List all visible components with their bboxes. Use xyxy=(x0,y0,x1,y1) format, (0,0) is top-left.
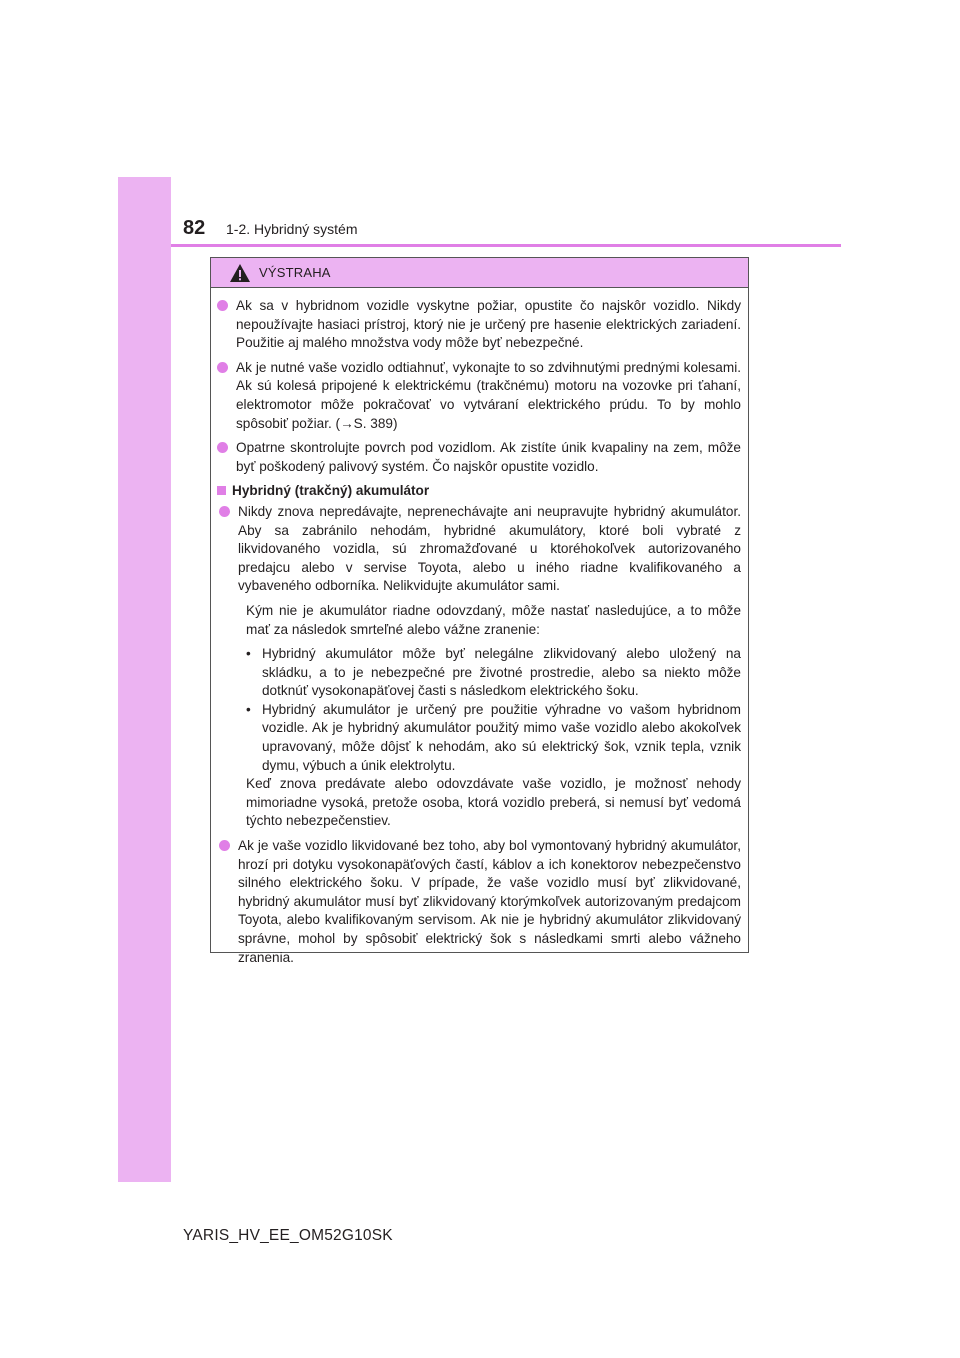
bullet-dot xyxy=(219,506,230,517)
bullet-mark: • xyxy=(246,701,251,717)
bullet-dot xyxy=(217,442,228,453)
detail-paragraph: Keď znova predávate alebo odovzdávate vaše vozidlo, je možnosť nehody mimoriadne vysoká, pretože osoba, ktorá vozidlo preberá, si nemusí byť vedomá týchto nebezpečenstiev. xyxy=(246,776,741,829)
warning-item-text: Ak sa v hybridnom vozidle vyskytne požiar, opustite čo najskôr vozidlo. Nikdy nepoužívajte hasiaci prístroj, ktorý nie je určený pre hasenie elektrických zariadení. Použitie aj malého množstva vody môže byť nebezpečné. xyxy=(236,298,741,351)
side-tab-band xyxy=(118,177,171,1182)
bullet-dot xyxy=(217,362,228,373)
subsection-title: Hybridný (trakčný) akumulátor xyxy=(232,483,430,499)
detail-bullet-text: Hybridný akumulátor môže byť nelegálne zlikvidovaný alebo uložený na skládku, a to je nebezpečné pre životné prostredie, alebo sa niekto môže dotknúť vysokonapäťovej časti s následkom elektrického šoku. xyxy=(262,646,741,699)
detail-paragraph: Kým nie je akumulátor riadne odovzdaný, môže nastať nasledujúce, a to môže mať za následok smrteľné alebo vážne zranenie: xyxy=(246,602,741,637)
warning-item-text: Opatrne skontrolujte povrch pod vozidlom. Ak zistíte únik kvapaliny na zem, môže byť poškodený palivový systém. Čo najskôr opustite vozidlo. xyxy=(236,440,741,474)
bullet-dot xyxy=(219,840,230,851)
warning-item xyxy=(217,439,741,476)
subsection-heading xyxy=(217,482,741,501)
footer-code: YARIS_HV_EE_OM52G10SK xyxy=(183,1227,393,1244)
bullet-square xyxy=(217,486,226,495)
warning-item-text: Nikdy znova nepredávajte, neprenechávajte ani neupravujte hybridný akumulátor. Aby sa zabránilo nehodám, hybridné akumulátory, ktoré boli vybraté z likvidovaného vozidla, sú zhromažďované u ktoréhokoľvek autorizovaného predajcu alebo v servise Toyota, alebo u iného riadne kvalifikovaného a vybaveného odborníka. Nelikvidujte akumulátor sami. xyxy=(238,503,741,594)
warning-item xyxy=(217,297,741,353)
warning-item xyxy=(219,837,741,967)
subsection-content xyxy=(217,503,741,967)
header-rule xyxy=(171,244,841,247)
warning-item xyxy=(219,503,741,596)
warning-item-text: Ak je nutné vaše vozidlo odtiahnuť, vykonajte to so zdvihnutými prednými kolesami. Ak sú kolesá pripojené k elektrickému (trakčnému) motoru na vozovke pri ťahaní, elektromotor môže pokračovať vo vytváraní elektrického prúdu. To by mohlo spôsobiť požiar. (→S. 389) xyxy=(236,359,741,431)
bullet-dot xyxy=(217,300,228,311)
warning-box xyxy=(210,257,749,965)
detail-bullet xyxy=(246,645,741,701)
detail-bullet xyxy=(246,701,741,775)
warning-triangle-icon xyxy=(229,263,251,283)
item-detail xyxy=(246,602,741,831)
warning-body xyxy=(211,288,748,967)
warning-title: VÝSTRAHA xyxy=(259,265,331,280)
warning-header xyxy=(211,258,748,288)
detail-bullet-text: Hybridný akumulátor je určený pre použitie výhradne vo vašom hybridnom vozidle. Ak je hybridný akumulátor použitý mimo vaše vozidlo alebo akokoľvek upravovaný, môže dôjsť k nehodám, ako sú elektrický šok, vznik tepla, vznik dymu, výbuch a únik elektrolytu. xyxy=(262,701,741,773)
warning-item xyxy=(217,359,741,433)
section-title: 1-2. Hybridný systém xyxy=(226,221,358,237)
warning-item-text: Ak je vaše vozidlo likvidované bez toho, aby bol vymontovaný hybridný akumulátor, hrozí pri dotyku vysokonapäťových častí, káblov a ich konektorov nebezpečenstvo silného elektrického šoku. V prípade, že vaše vozidlo musí byť zlikvidované, hybridný akumulátor musí byť zlikvidovaný ktorýmkoľvek autorizovaným predajcom Toyota, alebo kvalifikovaným servisom. Ak nie je hybridný akumulátor zlikvidovaný správne, mohol by spôsobiť elektrický šok s následkami smrti alebo vážneho zranenia. xyxy=(238,838,741,965)
bullet-mark: • xyxy=(246,646,251,662)
page-number: 82 xyxy=(183,217,206,239)
